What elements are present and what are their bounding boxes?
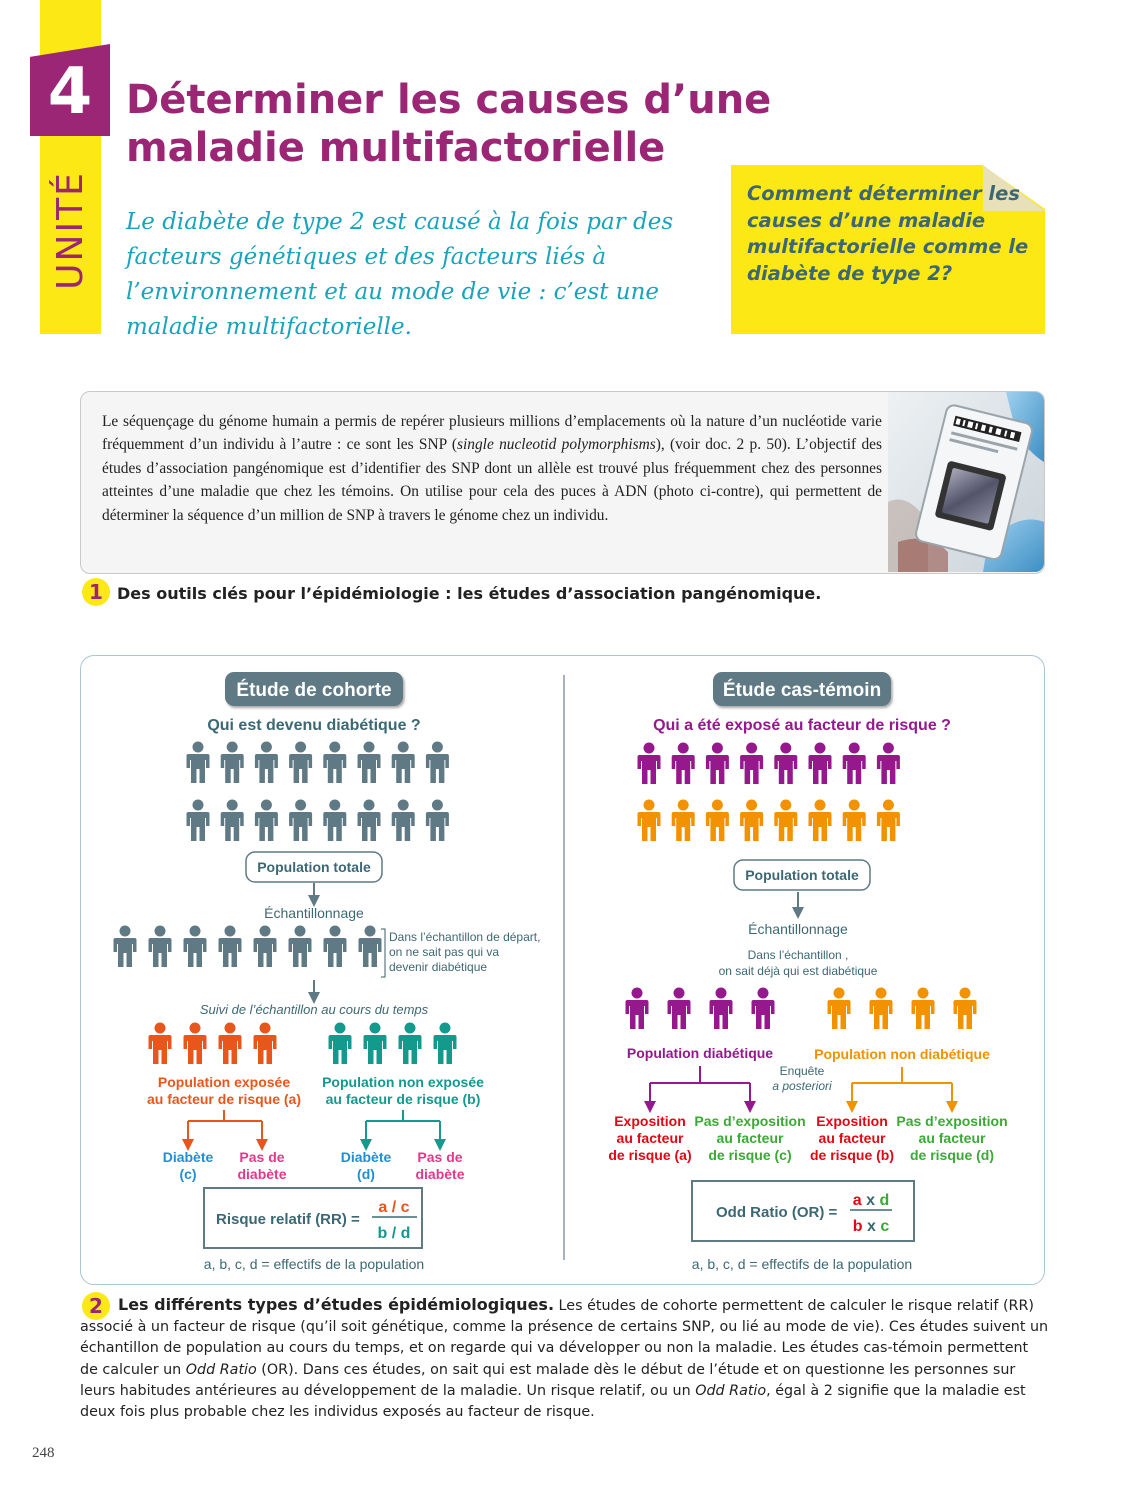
cohort-diabetes-d-label: Diabète — [340, 1149, 392, 1165]
person-icon — [668, 988, 691, 1030]
dna-chip-photo — [888, 392, 1044, 572]
person-icon — [809, 800, 832, 842]
survey-label-2: a posteriori — [772, 1079, 832, 1093]
person-icon — [426, 800, 449, 842]
person-icon — [329, 1023, 352, 1065]
person-icon — [187, 742, 210, 784]
doc1-text: Le séquençage du génome humain a permis de repérer plusieurs millions d’emplacements où la nature d’un nucléotide varie fréquemment d’un individu à l’autre : ce sont les SNP (single nucleotid polymorphisms), (voir doc. 2 p. 50). L’objectif des études d’association pangénomique est d’identifier des SNP dont un allèle est trouvé plus fréquemment chez des personnes atteintes d’une maladie que chez les témoins. On utilise pour cela des puces à ADN (photo ci-contre), qui permettent de déterminer la séquence d’un million de SNP à travers le génome chez un individu. — [102, 413, 882, 524]
cohort-population-total: Population totale — [257, 859, 371, 875]
case-control-question: Qui a été exposé au facteur de risque ? — [653, 717, 951, 734]
person-icon — [877, 800, 900, 842]
no-exposure-c-line-2: au facteur — [716, 1130, 784, 1146]
person-icon — [426, 742, 449, 784]
person-icon — [877, 743, 900, 785]
exposure-a-line-2: au facteur — [616, 1130, 684, 1146]
person-icon — [954, 988, 977, 1030]
cohort-no-diabetes-2-line-1: Pas de — [417, 1149, 463, 1165]
no-exposure-c-line-3: de risque (c) — [708, 1147, 792, 1163]
person-icon — [149, 1023, 172, 1065]
person-icon — [672, 743, 695, 785]
no-exposure-c-line-1: Pas d’exposition — [694, 1113, 806, 1129]
person-icon — [254, 1023, 277, 1065]
odd-ratio-formula — [692, 1181, 914, 1241]
cohort-exposed-branch — [188, 1110, 262, 1141]
doc1-caption: Des outils clés pour l’épidémiologie : les études d’association pangénomique. — [117, 584, 822, 603]
person-icon — [323, 742, 346, 784]
person-icon — [323, 800, 346, 842]
epidemiology-diagram — [80, 655, 1043, 1283]
page-number: 248 — [32, 1445, 55, 1461]
cohort-follow-up: Suivi de l’échantillon au cours du temps — [199, 1002, 429, 1017]
no-exposure-d-line-1: Pas d’exposition — [896, 1113, 1008, 1129]
person-icon — [706, 800, 729, 842]
cohort-exposed-group — [149, 1023, 277, 1065]
diabetic-branch — [650, 1066, 750, 1101]
person-icon — [774, 743, 797, 785]
person-icon — [740, 800, 763, 842]
person-icon — [392, 742, 415, 784]
person-icon — [221, 800, 244, 842]
relative-risk-formula — [204, 1188, 422, 1248]
survey-label-1: Enquête — [779, 1064, 825, 1078]
person-icon — [255, 742, 278, 784]
person-icon — [221, 742, 244, 784]
cohort-unexposed-branch — [366, 1110, 440, 1141]
exposure-b-line-2: au facteur — [818, 1130, 886, 1146]
person-icon — [638, 800, 661, 842]
person-icon — [774, 800, 797, 842]
cohort-population-total-box — [246, 852, 382, 882]
cohort-title: Étude de cohorte — [236, 680, 392, 701]
page-title — [126, 76, 826, 172]
cohort-sample-row — [114, 926, 382, 968]
case-control-title-pill — [713, 672, 891, 706]
person-icon — [626, 988, 649, 1030]
person-icon — [289, 800, 312, 842]
cohort-diabetes-c-label: Diabète — [162, 1149, 214, 1165]
cohort-sample-bracket — [381, 929, 385, 977]
case-control-population-total: Population totale — [745, 867, 859, 883]
cohort-note-line-3: devenir diabétique — [389, 960, 488, 974]
person-icon — [289, 742, 312, 784]
person-icon — [843, 743, 866, 785]
doc2-caption: Les différents types d’études épidémiologiques. Les études de cohorte permettent de calculer le risque relatif (RR) associé à un facteur de risque (qu’il soit génétique, comme la présence de certains SNP, ou lié au mode de vie). Ces études suivent un échantillon de population au cours du temps, et on regarde qui va développer ou non la maladie. Les études cas-témoin permettent de calculer un Odd Ratio (OR). Dans ces études, on sait qui est malade dès le début de l’étude et on questionne les personnes sur leurs habitudes antérieures au développement de la maladie. Un risque relatif, ou un Odd Ratio, égal à 2 signifie que la maladie est deux fois plus probable chez les individus exposés au facteur de risque. — [80, 1295, 1049, 1421]
rr-label: Risque relatif (RR) = — [216, 1211, 360, 1228]
person-icon — [710, 988, 733, 1030]
person-icon — [392, 800, 415, 842]
cohort-title-pill — [225, 672, 403, 706]
person-icon — [706, 743, 729, 785]
cohort-no-diabetes-1-line-1: Pas de — [239, 1149, 285, 1165]
person-icon — [870, 988, 893, 1030]
case-control-nondiabetic-group — [828, 988, 977, 1030]
cohort-d: (d) — [357, 1166, 375, 1182]
cohort-exposed-label-2: au facteur de risque (a) — [146, 1091, 302, 1107]
exposure-a-line-1: Exposition — [614, 1113, 686, 1129]
exposure-a-line-3: de risque (a) — [608, 1147, 692, 1163]
no-exposure-d-line-3: de risque (d) — [909, 1147, 995, 1163]
person-icon — [114, 926, 137, 968]
person-icon — [638, 743, 661, 785]
cohort-no-diabetes-1-line-2: diabète — [237, 1166, 287, 1182]
person-icon — [219, 1023, 242, 1065]
person-icon — [255, 800, 278, 842]
nondiabetic-population-label: Population non diabétique — [814, 1046, 990, 1062]
cohort-note-line-2: on ne sait pas qui va — [389, 945, 500, 959]
case-control-diabetic-group — [626, 988, 775, 1030]
or-denominator: b x c — [852, 1218, 890, 1235]
case-control-footnote: a, b, c, d = effectifs de la population — [691, 1256, 913, 1272]
no-exposure-d-line-2: au facteur — [918, 1130, 986, 1146]
cohort-note-line-1: Dans l’échantillon de départ, — [389, 930, 541, 944]
person-icon — [149, 926, 172, 968]
person-icon — [364, 1023, 387, 1065]
cohort-no-diabetes-2-line-2: diabète — [415, 1166, 465, 1182]
person-icon — [672, 800, 695, 842]
case-control-sampling: Échantillonnage — [748, 921, 848, 937]
person-icon — [358, 800, 381, 842]
unite-label: UNITÉ — [49, 170, 91, 290]
rr-numerator: a / c — [378, 1199, 410, 1216]
case-control-note-line-1: Dans l’échantillon , — [747, 948, 849, 962]
person-icon — [752, 988, 775, 1030]
unite-number: 4 — [47, 55, 93, 129]
exposure-b-line-1: Exposition — [816, 1113, 888, 1129]
person-icon — [184, 926, 207, 968]
cohort-question: Qui est devenu diabétique ? — [207, 717, 421, 734]
exposure-b-line-3: de risque (b) — [809, 1147, 895, 1163]
person-icon — [289, 926, 312, 968]
person-icon — [184, 1023, 207, 1065]
person-icon — [434, 1023, 457, 1065]
case-control-population-total-box — [734, 860, 870, 890]
case-control-title: Étude cas-témoin — [722, 680, 882, 701]
cohort-population-grid — [187, 742, 449, 842]
intro-text: Le diabète de type 2 est causé à la fois par des facteurs génétiques et des facteurs liés à l’environnement et au mode de vie : c’est une maladie multifactorielle. — [126, 209, 674, 340]
title-line-2: maladie multifactorielle — [126, 125, 666, 171]
diabetic-population-label: Population diabétique — [626, 1045, 774, 1061]
case-control-grid-top — [638, 743, 900, 785]
cohort-unexposed-label-2: au facteur de risque (b) — [325, 1091, 481, 1107]
person-icon — [358, 742, 381, 784]
person-icon — [740, 743, 763, 785]
person-icon — [187, 800, 210, 842]
or-numerator: a x d — [852, 1192, 890, 1209]
person-icon — [219, 926, 242, 968]
person-icon — [828, 988, 851, 1030]
or-label: Odd Ratio (OR) = — [716, 1204, 838, 1221]
person-icon — [912, 988, 935, 1030]
doc1-number-badge: 1 — [82, 578, 110, 606]
case-control-note-line-2: on sait déjà qui est diabétique — [718, 964, 878, 978]
nondiabetic-branch — [852, 1067, 952, 1101]
person-icon — [843, 800, 866, 842]
cohort-exposed-label-1: Population exposée — [157, 1074, 291, 1090]
cohort-c: (c) — [179, 1166, 197, 1182]
title-line-1: Déterminer les causes d’une — [126, 77, 772, 123]
cohort-unexposed-group — [329, 1023, 457, 1065]
person-icon — [359, 926, 382, 968]
rr-denominator: b / d — [377, 1225, 411, 1242]
cohort-sampling: Échantillonnage — [264, 905, 364, 921]
case-control-grid-bottom — [638, 800, 900, 842]
person-icon — [254, 926, 277, 968]
person-icon — [809, 743, 832, 785]
cohort-footnote: a, b, c, d = effectifs de la population — [203, 1256, 425, 1272]
person-icon — [324, 926, 347, 968]
doc2-number-badge: 2 — [82, 1292, 110, 1320]
guiding-question: Comment déterminer les causes d’une maladie multifactorielle comme le diabète de type 2? — [747, 182, 1029, 285]
cohort-unexposed-label-1: Population non exposée — [322, 1074, 484, 1090]
person-icon — [399, 1023, 422, 1065]
